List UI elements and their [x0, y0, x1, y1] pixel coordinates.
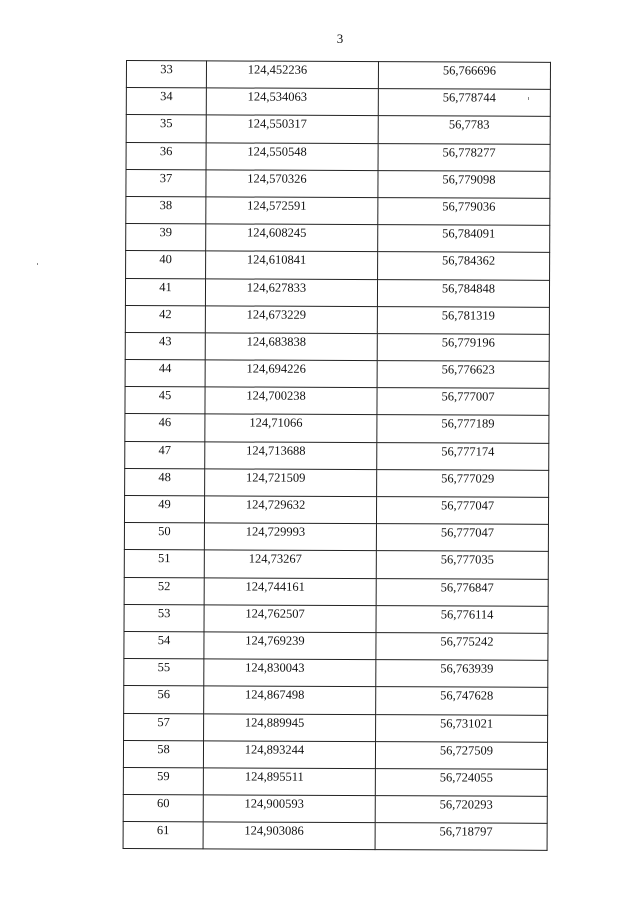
table-row [125, 387, 549, 416]
table-row [124, 523, 548, 552]
longitude-cell: 124,895511 [203, 768, 375, 796]
table-row [125, 468, 549, 497]
table-row [124, 577, 548, 606]
latitude-cell: 56,777029 [377, 469, 549, 497]
point-number-cell: 58 [123, 740, 203, 768]
latitude-cell: 56,731021 [376, 714, 548, 742]
table-row [126, 115, 550, 144]
latitude-cell: 56,7783 [378, 116, 550, 144]
latitude-cell: 56,781319 [377, 306, 549, 334]
point-number-cell: 38 [126, 196, 206, 224]
page-number: 3 [336, 31, 344, 46]
table-row [124, 631, 548, 660]
latitude-cell: 56,776114 [376, 605, 548, 633]
coordinates-table-body [123, 61, 550, 851]
latitude-cell: 56,778277 [378, 143, 550, 171]
longitude-cell: 124,694226 [205, 360, 377, 388]
latitude-cell: 56,777047 [376, 524, 548, 552]
table-row [123, 822, 547, 851]
point-number-cell: 33 [126, 61, 206, 89]
table-row [124, 659, 548, 688]
point-number-cell: 53 [124, 604, 204, 632]
point-number-cell: 37 [126, 169, 206, 197]
point-number-cell: 36 [126, 142, 206, 170]
latitude-cell: 56,766696 [378, 62, 550, 90]
longitude-cell: 124,744161 [204, 577, 376, 605]
latitude-cell: 56,777047 [376, 497, 548, 525]
table-row [125, 332, 549, 361]
latitude-cell: 56,724055 [375, 768, 547, 796]
latitude-cell: 56,778744 [378, 89, 550, 117]
point-number-cell: 41 [125, 278, 205, 306]
longitude-cell: 124,71066 [205, 414, 377, 442]
longitude-cell: 124,608245 [206, 224, 378, 252]
latitude-cell: 56,784091 [378, 225, 550, 253]
table-row [125, 360, 549, 389]
longitude-cell: 124,729993 [204, 523, 376, 551]
point-number-cell: 40 [126, 251, 206, 279]
point-number-cell: 61 [123, 822, 203, 850]
longitude-cell: 124,729632 [204, 496, 376, 524]
table-row [126, 169, 550, 198]
point-number-cell: 56 [124, 686, 204, 714]
point-number-cell: 55 [124, 659, 204, 687]
latitude-cell: 56,720293 [375, 796, 547, 824]
point-number-cell: 43 [125, 332, 205, 360]
table-row [126, 251, 550, 280]
table-row [125, 414, 549, 443]
table-row [124, 604, 548, 633]
longitude-cell: 124,534063 [206, 88, 378, 116]
table-row [123, 740, 547, 769]
latitude-cell: 56,727509 [375, 741, 547, 769]
table-row [126, 142, 550, 171]
table-row [125, 305, 549, 334]
longitude-cell: 124,572591 [206, 197, 378, 225]
latitude-cell: 56,776623 [377, 361, 549, 389]
table-row [123, 795, 547, 824]
point-number-cell: 59 [123, 767, 203, 795]
longitude-cell: 124,713688 [205, 441, 377, 469]
longitude-cell: 124,610841 [206, 251, 378, 279]
longitude-cell: 124,627833 [205, 278, 377, 306]
latitude-cell: 56,777035 [376, 551, 548, 579]
table-row [124, 495, 548, 524]
latitude-cell: 56,779098 [378, 170, 550, 198]
longitude-cell: 124,900593 [203, 795, 375, 823]
latitude-cell: 56,777007 [377, 388, 549, 416]
point-number-cell: 54 [124, 631, 204, 659]
point-number-cell: 60 [123, 795, 203, 823]
point-number-cell: 51 [124, 550, 204, 578]
latitude-cell: 56,784848 [377, 279, 549, 307]
coordinates-table [123, 60, 551, 851]
table-row [126, 61, 550, 90]
longitude-cell: 124,452236 [206, 61, 378, 89]
table-row [125, 278, 549, 307]
longitude-cell: 124,570326 [206, 170, 378, 198]
latitude-cell: 56,775242 [376, 633, 548, 661]
point-number-cell: 35 [126, 115, 206, 143]
longitude-cell: 124,903086 [203, 822, 375, 850]
longitude-cell: 124,762507 [204, 605, 376, 633]
point-number-cell: 42 [125, 305, 205, 333]
longitude-cell: 124,550548 [206, 142, 378, 170]
point-number-cell: 46 [125, 414, 205, 442]
longitude-cell: 124,721509 [205, 469, 377, 497]
latitude-cell: 56,779036 [378, 198, 550, 226]
longitude-cell: 124,889945 [204, 713, 376, 741]
point-number-cell: 48 [125, 468, 205, 496]
latitude-cell: 56,747628 [376, 687, 548, 715]
longitude-cell: 124,893244 [203, 741, 375, 769]
table-row [124, 550, 548, 579]
point-number-cell: 47 [125, 441, 205, 469]
latitude-cell: 56,718797 [375, 823, 547, 851]
table-row [126, 88, 550, 117]
point-number-cell: 52 [124, 577, 204, 605]
table-row [123, 767, 547, 796]
longitude-cell: 124,550317 [206, 115, 378, 143]
latitude-cell: 56,763939 [376, 660, 548, 688]
longitude-cell: 124,73267 [204, 550, 376, 578]
longitude-cell: 124,830043 [204, 659, 376, 687]
longitude-cell: 124,683838 [205, 333, 377, 361]
table-row [126, 196, 550, 225]
point-number-cell: 50 [124, 523, 204, 551]
latitude-cell: 56,784362 [378, 252, 550, 280]
point-number-cell: 34 [126, 88, 206, 116]
latitude-cell: 56,777189 [377, 415, 549, 443]
latitude-cell: 56,779196 [377, 333, 549, 361]
longitude-cell: 124,673229 [205, 306, 377, 334]
scan-speck [37, 263, 38, 265]
point-number-cell: 45 [125, 387, 205, 415]
table-row [124, 713, 548, 742]
point-number-cell: 44 [125, 360, 205, 388]
longitude-cell: 124,700238 [205, 387, 377, 415]
table-row [124, 686, 548, 715]
latitude-cell: 56,777174 [377, 442, 549, 470]
longitude-cell: 124,867498 [204, 686, 376, 714]
table-row [125, 441, 549, 470]
scan-speck [528, 97, 529, 100]
latitude-cell: 56,776847 [376, 578, 548, 606]
point-number-cell: 57 [124, 713, 204, 741]
point-number-cell: 49 [124, 495, 204, 523]
point-number-cell: 39 [126, 224, 206, 252]
longitude-cell: 124,769239 [204, 632, 376, 660]
table-row [126, 224, 550, 253]
